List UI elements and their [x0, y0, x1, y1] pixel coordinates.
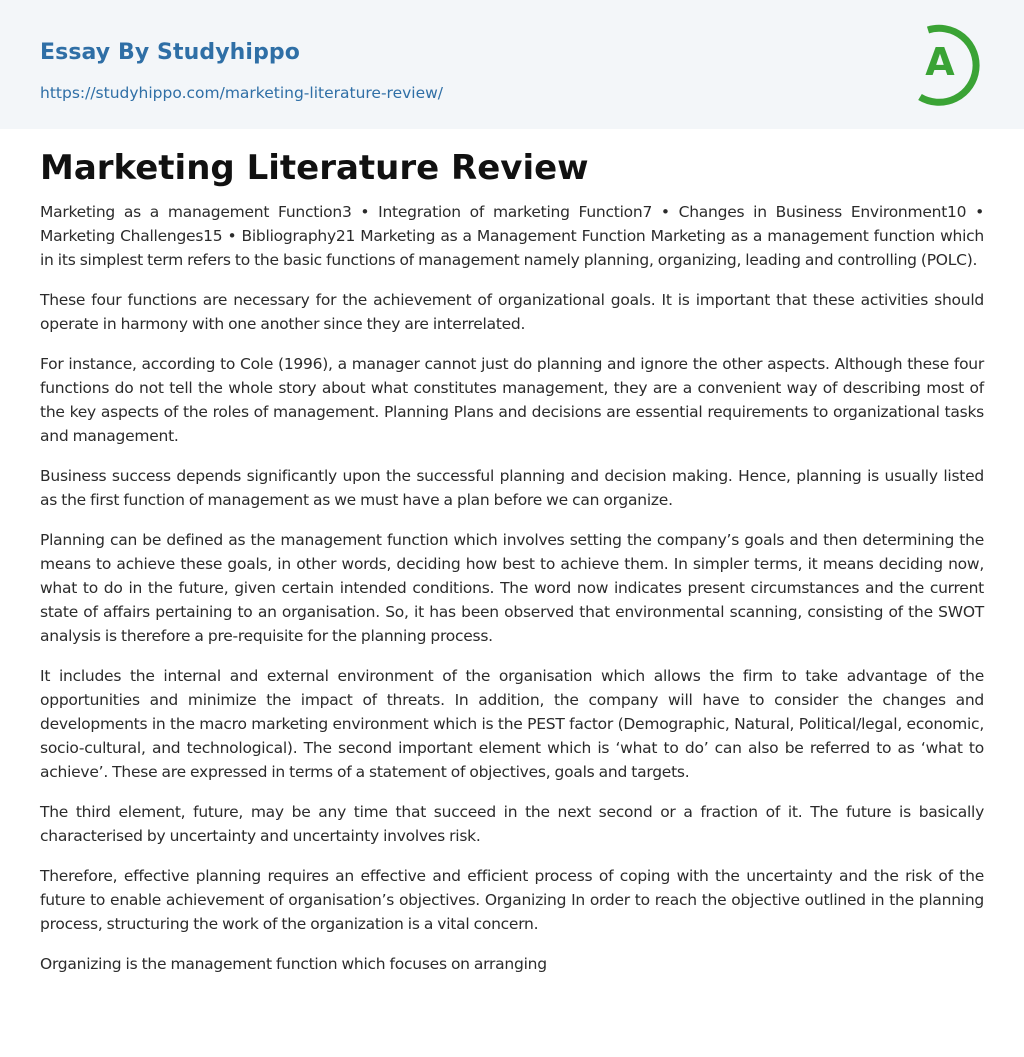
essay-title: Marketing Literature Review: [40, 148, 589, 188]
essay-paragraph: Planning can be defined as the management function which involves setting the company’s goals and then determining the means to achieve these goals, in other words, deciding how best to achieve them. In simpler terms, it means deciding now, what to do in the future, given certain intended conditions. The word now indicates present circumstances and the current state of affairs pertaining to an organisation. So, it has been observed that environmental scanning, consisting of the SWOT analysis is therefore a pre-requisite for the planning process.: [40, 531, 984, 645]
essay-paragraph: Marketing as a management Function3 • Integration of marketing Function7 • Changes in Business Environment10 • Marketing Challenges15 • Bibliography21 Marketing as a Management Function Marketing as a management function which in its simplest term refers to the basic functions of management namely planning, organizing, leading and controlling (POLC).: [40, 203, 984, 269]
logo-letter: A: [925, 40, 955, 84]
essay-body: [40, 200, 984, 992]
essay-paragraph: Therefore, effective planning requires an effective and efficient process of coping with the uncertainty and the risk of the future to enable achievement of organisation’s objectives. Organizing In order to reach the objective outlined in the planning process, structuring the work of the organization is a vital concern.: [40, 867, 984, 933]
essay-paragraph: The third element, future, may be any time that succeed in the next second or a fraction of it. The future is basically characterised by uncertainty and uncertainty involves risk.: [40, 803, 984, 845]
essay-paragraph: It includes the internal and external environment of the organisation which allows the firm to take advantage of the opportunities and minimize the impact of threats. In addition, the company will have to consider the changes and developments in the macro marketing environment which is the PEST factor (Demographic, Natural, Political/legal, economic, socio-cultural, and technological). The second important element which is ‘what to do’ can also be referred to as ‘what to achieve’. These are expressed in terms of a statement of objectives, goals and targets.: [40, 667, 984, 781]
essay-paragraph: For instance, according to Cole (1996), a manager cannot just do planning and ignore the other aspects. Although these four functions do not tell the whole story about what constitutes management, they are a convenient way of describing most of the key aspects of the roles of management. Planning Plans and decisions are essential requirements to organizational tasks and management.: [40, 355, 984, 445]
essay-paragraph: Organizing is the management function which focuses on arranging: [40, 955, 547, 973]
studyhippo-logo[interactable]: [908, 18, 988, 108]
essay-paragraph: Business success depends significantly upon the successful planning and decision making. Hence, planning is usually listed as the first function of management as we must have a plan before we can organize.: [40, 467, 984, 509]
site-title[interactable]: Essay By Studyhippo: [40, 40, 300, 65]
essay-paragraph: These four functions are necessary for the achievement of organizational goals. It is important that these activities should operate in harmony with one another since they are interrelated.: [40, 291, 984, 333]
essay-url-link[interactable]: https://studyhippo.com/marketing-literature-review/: [40, 84, 444, 102]
